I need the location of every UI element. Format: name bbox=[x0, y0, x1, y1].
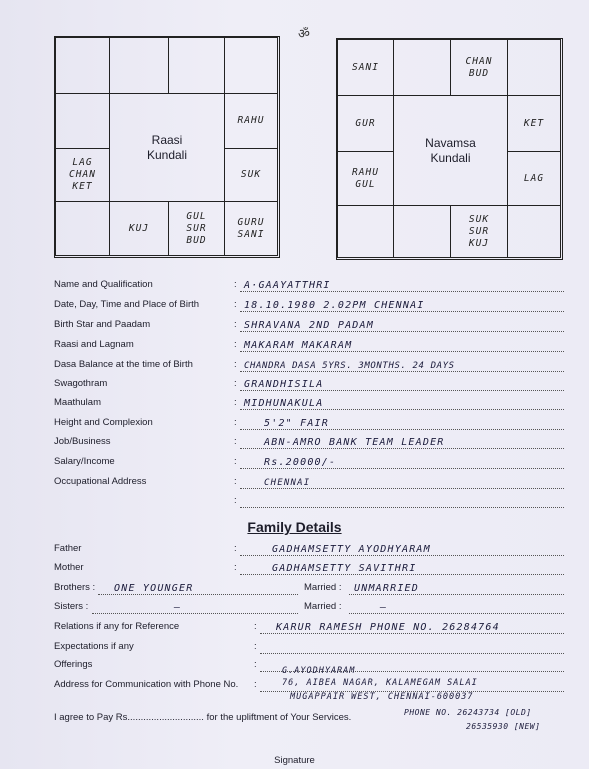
detail-value: Rs.20000/- bbox=[264, 457, 337, 468]
father-value: GADHAMSETTY AYODHYARAM bbox=[272, 544, 431, 555]
detail-row: Swagothram : GRANDHISILA bbox=[54, 375, 564, 393]
detail-row: Salary/Income : Rs.20000/- bbox=[54, 453, 564, 471]
detail-value: SHRAVANA 2ND PADAM bbox=[244, 320, 374, 331]
expectations-label: Expectations if any bbox=[54, 641, 134, 652]
brothers-row bbox=[54, 579, 564, 597]
raasi-cell bbox=[55, 37, 110, 94]
raasi-cell bbox=[55, 201, 110, 256]
detail-row: Date, Day, Time and Place of Birth : 18.10.1980 2.02PM CHENNAI bbox=[54, 296, 564, 314]
detail-value: 5'2" FAIR bbox=[264, 418, 329, 429]
detail-row: Raasi and Lagnam : MAKARAM MAKARAM bbox=[54, 336, 564, 354]
address-line-1: G.AYODHYARAM bbox=[282, 666, 356, 676]
address-row: Address for Communication with Phone No. : bbox=[54, 676, 564, 694]
phone-new: 26535930 [NEW] bbox=[466, 722, 541, 731]
sisters-label: Sisters : bbox=[54, 601, 89, 612]
navamsa-cell bbox=[507, 39, 561, 96]
father-label: Father bbox=[54, 543, 82, 554]
phone-old: PHONE NO. 26243734 [OLD] bbox=[404, 708, 532, 717]
married-value: UNMARRIED bbox=[354, 583, 419, 594]
relations-row: Relations if any for Reference : KARUR RAMESH PHONE NO. 26284764 bbox=[54, 618, 564, 636]
raasi-cell: RAHU bbox=[224, 93, 278, 149]
detail-label: Swagothram bbox=[54, 378, 108, 389]
sisters-value: — bbox=[174, 602, 182, 613]
raasi-center-label: Raasi Kundali bbox=[109, 93, 225, 202]
navamsa-cell bbox=[507, 205, 561, 258]
detail-row: Birth Star and Paadam : SHRAVANA 2ND PADAM bbox=[54, 316, 564, 334]
sisters-row bbox=[54, 598, 564, 616]
raasi-cell: SUK bbox=[224, 148, 278, 202]
raasi-cell: GUL SUR BUD bbox=[168, 201, 225, 256]
mother-label: Mother bbox=[54, 562, 84, 573]
married-label: Married : bbox=[304, 601, 342, 612]
raasi-cell bbox=[55, 93, 110, 149]
navamsa-cell bbox=[337, 205, 394, 258]
detail-row: Dasa Balance at the time of Birth : CHANDRA DASA 5YRS. 3MONTHS. 24 DAYS bbox=[54, 356, 564, 374]
detail-label: Height and Complexion bbox=[54, 417, 153, 428]
agree-prefix: I agree to Pay Rs............................. bbox=[54, 712, 204, 723]
detail-value: MAKARAM MAKARAM bbox=[244, 340, 353, 351]
family-details-heading: Family Details bbox=[247, 519, 342, 535]
mother-row: Mother : GADHAMSETTY SAVITHRI bbox=[54, 559, 564, 577]
raasi-cell: KUJ bbox=[109, 201, 169, 256]
navamsa-cell: SUK SUR KUJ bbox=[450, 205, 508, 258]
detail-row: Name and Qualification : A·GAAYATTHRI bbox=[54, 276, 564, 294]
raasi-cell: GURU SANI bbox=[224, 201, 278, 256]
detail-label: Date, Day, Time and Place of Birth bbox=[54, 299, 200, 310]
detail-value: MIDHUNAKULA bbox=[244, 398, 324, 409]
detail-value: CHANDRA DASA 5YRS. 3MONTHS. 24 DAYS bbox=[244, 361, 455, 371]
navamsa-cell: RAHU GUL bbox=[337, 151, 394, 206]
detail-label: Salary/Income bbox=[54, 456, 115, 467]
mother-value: GADHAMSETTY SAVITHRI bbox=[272, 563, 417, 574]
detail-label: Birth Star and Paadam bbox=[54, 319, 151, 330]
navamsa-cell: SANI bbox=[337, 39, 394, 96]
father-row: Father : GADHAMSETTY AYODHYARAM bbox=[54, 540, 564, 558]
expectations-row: Expectations if any : bbox=[54, 638, 564, 656]
om-symbol: ॐ bbox=[298, 26, 310, 41]
detail-label: Dasa Balance at the time of Birth bbox=[54, 359, 193, 370]
navamsa-cell: KET bbox=[507, 95, 561, 152]
navamsa-center-label: Navamsa Kundali bbox=[393, 95, 508, 206]
detail-row: Height and Complexion : 5'2" FAIR bbox=[54, 414, 564, 432]
detail-label: Job/Business bbox=[54, 436, 111, 447]
navamsa-cell bbox=[393, 39, 451, 96]
detail-label: Name and Qualification bbox=[54, 279, 153, 290]
detail-value: A·GAAYATTHRI bbox=[244, 280, 331, 291]
address-line-3: MUGAPPAIR WEST, CHENNAI-600037 bbox=[290, 692, 474, 702]
agree-line bbox=[54, 712, 351, 723]
relations-label: Relations if any for Reference bbox=[54, 621, 180, 632]
navamsa-cell bbox=[393, 205, 451, 258]
detail-value: ABN-AMRO BANK TEAM LEADER bbox=[264, 437, 445, 448]
raasi-cell bbox=[168, 37, 225, 94]
detail-row: Occupational Address : CHENNAI bbox=[54, 473, 564, 491]
detail-row: : bbox=[54, 492, 564, 510]
raasi-chart bbox=[54, 36, 280, 258]
detail-label: Raasi and Lagnam bbox=[54, 339, 134, 350]
offerings-label: Offerings bbox=[54, 659, 93, 670]
offerings-row: Offerings : bbox=[54, 656, 564, 674]
married-value: — bbox=[380, 602, 388, 613]
address-label: Address for Communication with Phone No. bbox=[54, 679, 239, 690]
relations-value: KARUR RAMESH PHONE NO. 26284764 bbox=[276, 622, 500, 633]
detail-row: Maathulam : MIDHUNAKULA bbox=[54, 394, 564, 412]
brothers-label: Brothers : bbox=[54, 582, 96, 593]
raasi-cell: LAG CHAN KET bbox=[55, 148, 110, 202]
detail-value: CHENNAI bbox=[264, 478, 311, 488]
raasi-cell bbox=[224, 37, 278, 94]
address-line-2: 76, AIBEA NAGAR, KALAMEGAM SALAI bbox=[282, 678, 478, 688]
raasi-cell bbox=[109, 37, 169, 94]
navamsa-chart bbox=[336, 38, 563, 260]
detail-label: Maathulam bbox=[54, 397, 101, 408]
married-label: Married : bbox=[304, 582, 342, 593]
detail-row: Job/Business : ABN-AMRO BANK TEAM LEADER bbox=[54, 433, 564, 451]
detail-value: 18.10.1980 2.02PM CHENNAI bbox=[244, 300, 425, 311]
brothers-value: ONE YOUNGER bbox=[114, 583, 194, 594]
detail-label: Occupational Address bbox=[54, 476, 147, 487]
navamsa-cell: LAG bbox=[507, 151, 561, 206]
detail-value: GRANDHISILA bbox=[244, 379, 324, 390]
navamsa-cell: GUR bbox=[337, 95, 394, 152]
agree-suffix: for the upliftment of Your Services. bbox=[206, 712, 352, 723]
navamsa-cell: CHAN BUD bbox=[450, 39, 508, 96]
signature-label: Signature bbox=[274, 755, 315, 766]
